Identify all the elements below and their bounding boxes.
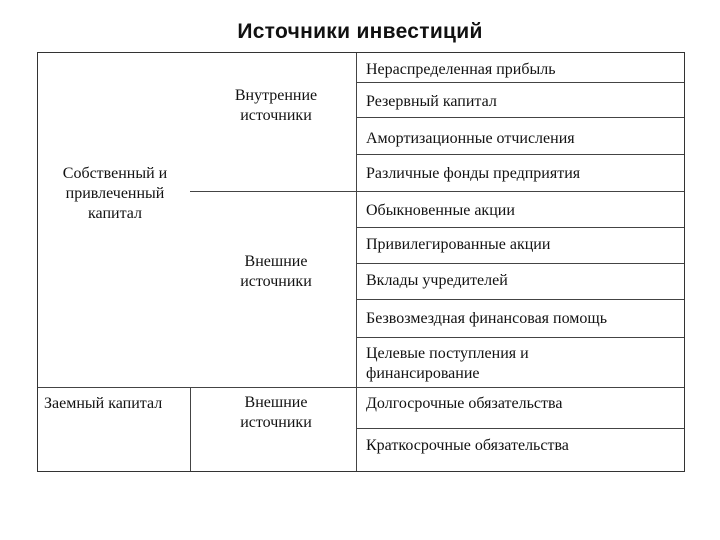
item-retained-earnings: Нераспределенная прибыль [366, 61, 556, 78]
item-preferred-shares: Привилегированные акции [366, 236, 551, 253]
row-divider-6 [356, 299, 684, 300]
item-reserve-capital: Резервный капитал [366, 93, 497, 110]
item-short-term-liabilities: Краткосрочные обязательства [366, 437, 569, 454]
row-divider-2 [356, 117, 684, 118]
item-enterprise-funds: Различные фонды предприятия [366, 165, 581, 182]
own-capital-label: Собственный и привлеченный капитал [62, 165, 168, 222]
item-depreciation: Амортизационные отчисления [366, 130, 575, 147]
item-long-term-liabilities: Долгосрочные обязательства [366, 395, 563, 412]
internal-sources-label: Внутренние источники [234, 87, 318, 124]
column-divider-2 [356, 53, 357, 471]
row-divider-own-borrowed [38, 387, 684, 388]
column-divider-1 [190, 387, 191, 471]
row-divider-internal-external [190, 191, 684, 192]
external-sources-label: Внешние источники [240, 253, 312, 290]
row-divider-1 [356, 82, 684, 83]
investment-sources-table [37, 52, 685, 472]
item-founder-contributions: Вклады учредителей [366, 272, 508, 289]
borrowed-capital-label: Заемный капитал [44, 395, 163, 412]
borrowed-external-sources-label: Внешние источники [240, 394, 312, 431]
row-divider-5 [356, 263, 684, 264]
page-title: Источники инвестиций [237, 20, 483, 43]
item-targeted-funding: Целевые поступления и финансирование [366, 345, 529, 382]
item-grant-aid: Безвозмездная финансовая помощь [366, 310, 608, 327]
row-divider-7 [356, 337, 684, 338]
item-common-shares: Обыкновенные акции [366, 202, 515, 219]
row-divider-8 [356, 428, 684, 429]
row-divider-3 [356, 154, 684, 155]
row-divider-4 [356, 227, 684, 228]
